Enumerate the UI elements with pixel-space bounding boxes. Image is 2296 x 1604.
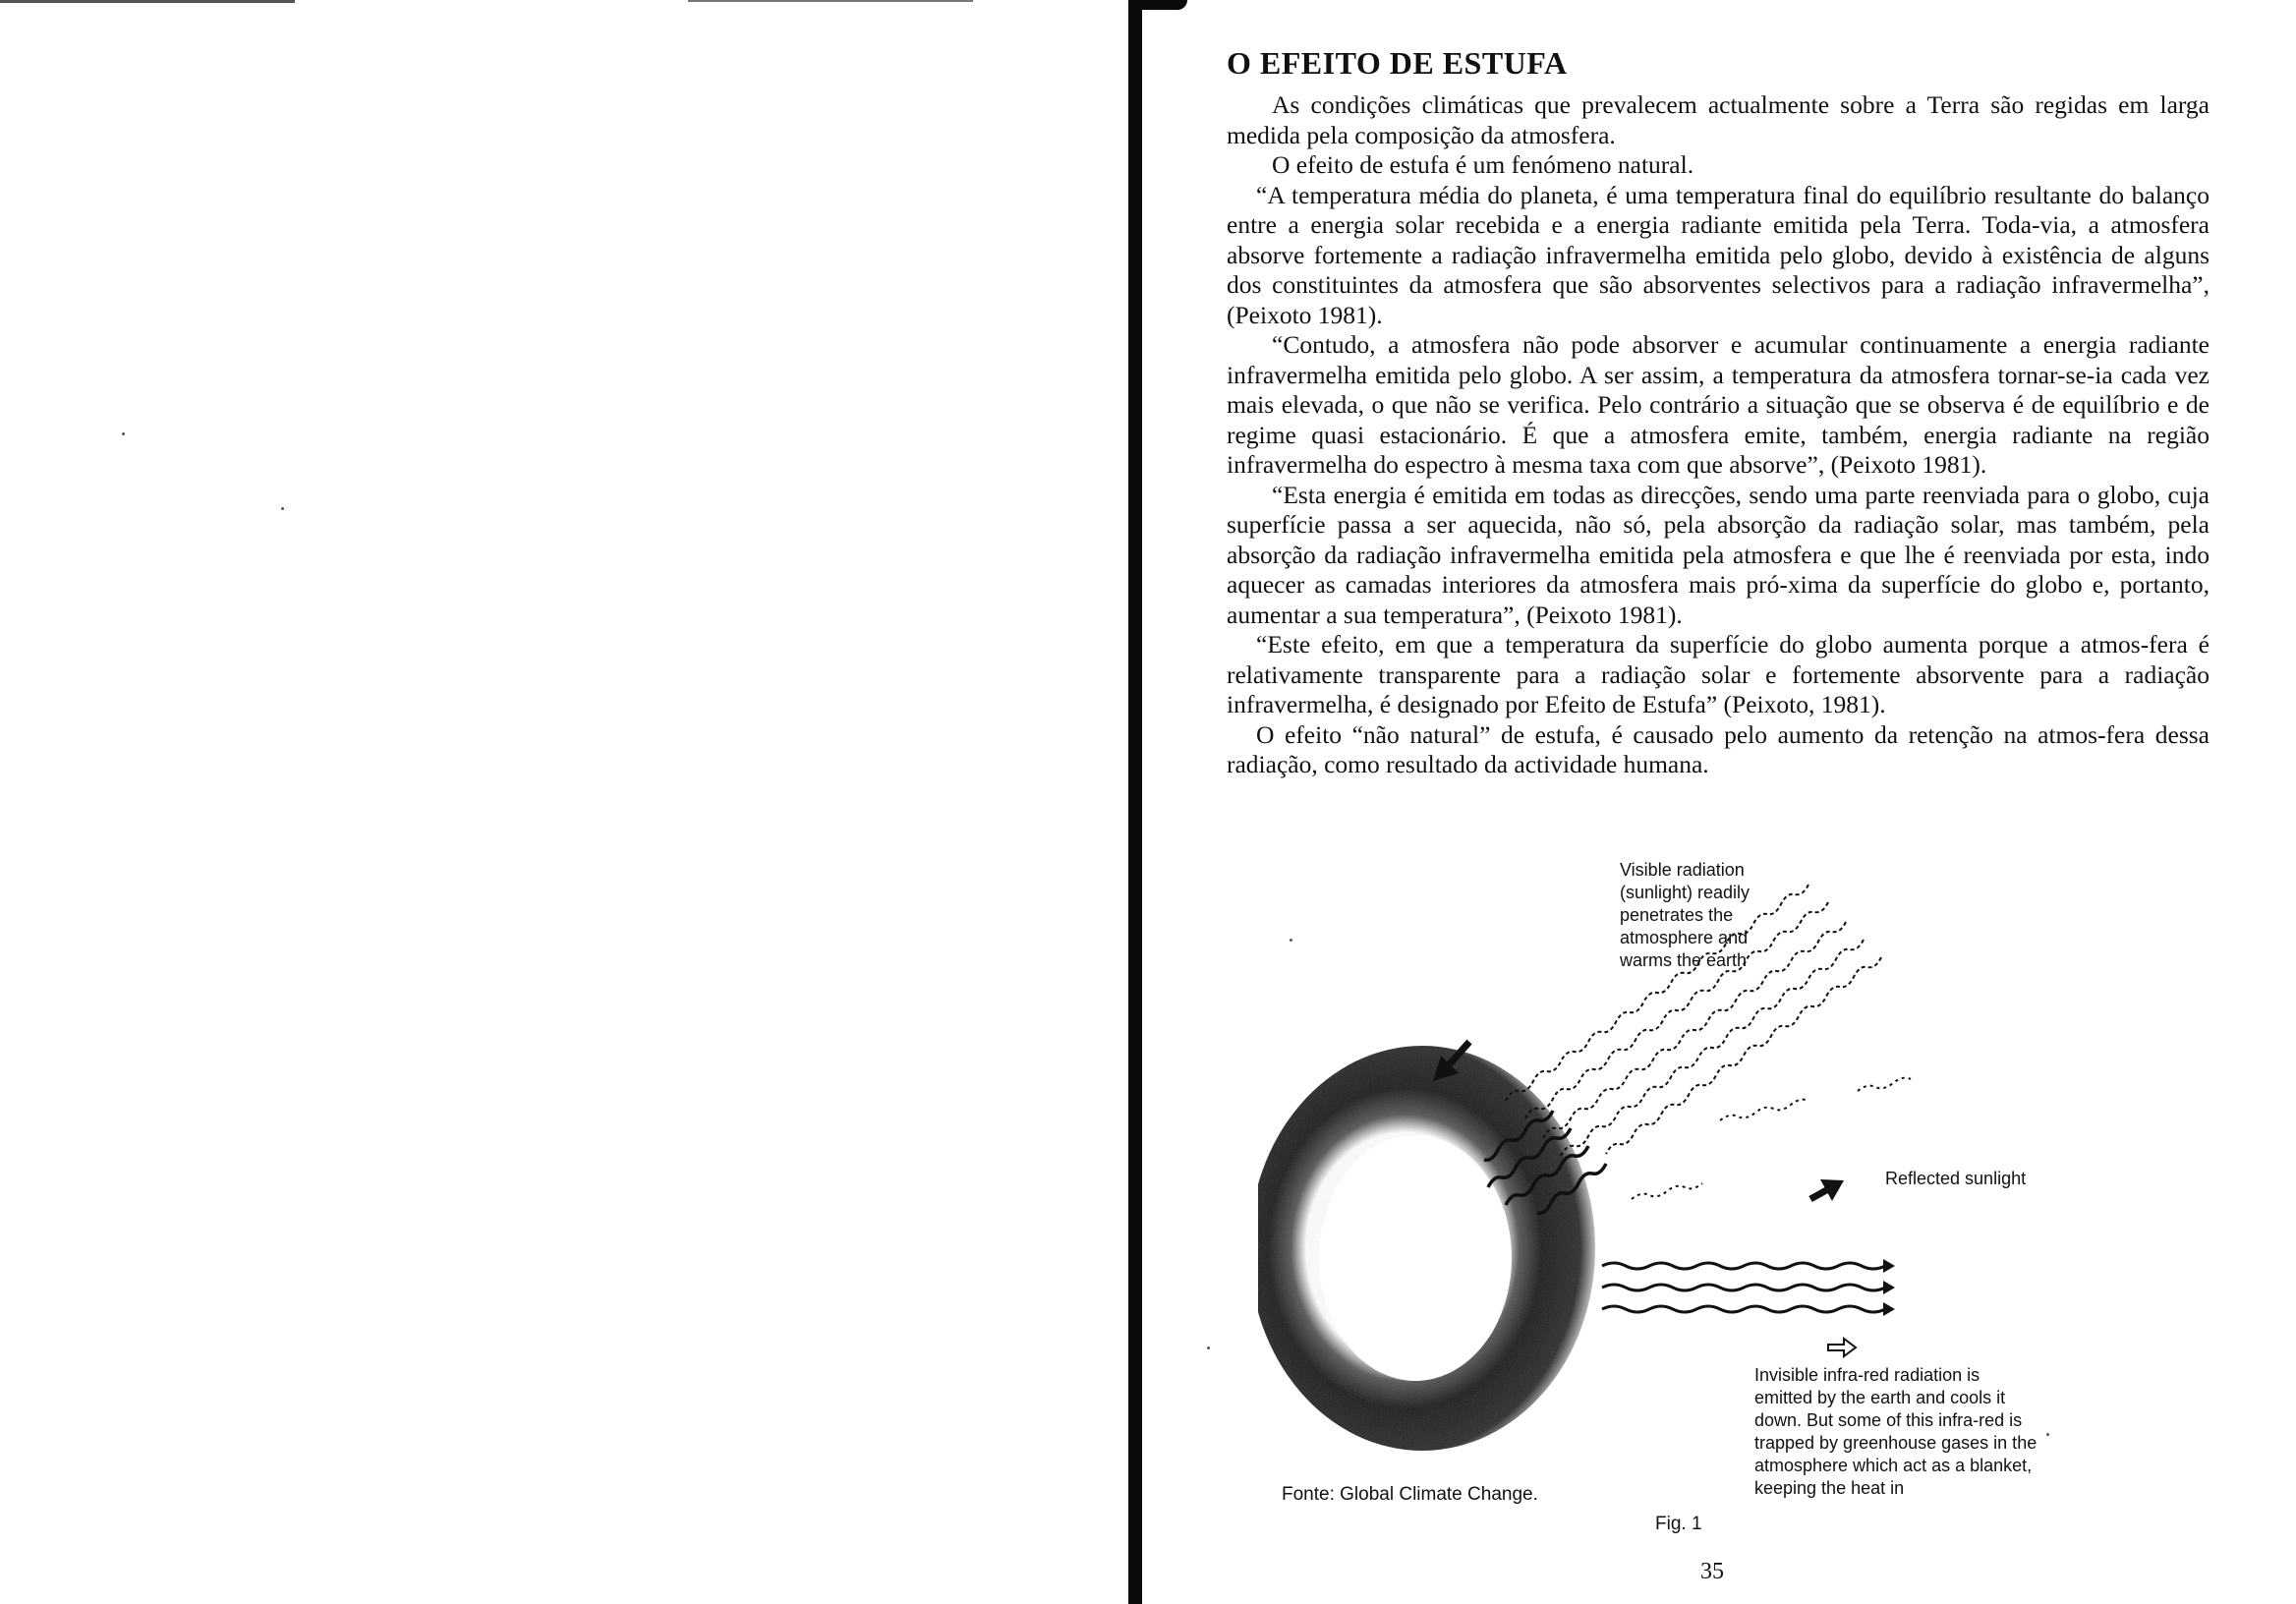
reflected-arrow (1810, 1179, 1844, 1201)
scan-edge-line (0, 0, 295, 3)
paragraph: “Contudo, a atmosfera não pode absorver e acumular continuamente a energia radiante infravermelha emitida pelo globo. A ser assim, a temperatura da atmosfera tornar-se-ia cada vez mais elevada, o que não se verifica. Pelo contrário a situação que se observa é de equilíbrio e de regime quasi estacionário. É que a atmosfera emite, também, energia radiante na região infravermelha do espectro à mesma taxa com que absorve”, (Peixoto 1981). (1227, 330, 2210, 479)
scan-speck (1207, 1346, 1210, 1349)
paragraph: “Esta energia é emitida em todas as direcções, sendo uma parte reenviada para o globo, cuja superfície passa a ser aquecida, não só, pela absorção da radiação solar, mas também, pela absorção da radiação infravermelha emitida pela atmosfera e que lhe é reenviada por esta, indo aquecer as camadas interiores da atmosfera mais pró-xima da superfície do globo e, portanto, aumentar a sua temperatura”, (Peixoto 1981). (1227, 480, 2210, 629)
scan-speck (281, 507, 284, 510)
infrared-waves (1602, 1259, 1895, 1316)
figure-source: Fonte: Global Climate Change. (1282, 1484, 1538, 1505)
book-spine-top (1128, 0, 1187, 10)
infrared-radiation-label: Invisible infra-red radiation is emitted by the earth and cools it down. But some of this infra-red is trapped by greenhouse gases in the atmosphere which act as a blanket, keeping the heat in (1754, 1365, 2038, 1498)
paragraph: As condições climáticas que prevalecem actualmente sobre a Terra são regidas em larga medida pela composição da atmosfera. (1227, 90, 2210, 149)
page-title: O EFEITO DE ESTUFA (1227, 45, 1568, 81)
reflected-sunlight-label: Reflected sunlight (1885, 1169, 2027, 1188)
visible-radiation-label: Visible radiation (sunlight) readily penetrates the atmosphere and warms the earth (1620, 860, 1751, 970)
greenhouse-figure (1258, 845, 2143, 1573)
outline-arrow-icon (1828, 1339, 1856, 1356)
text-column (1227, 43, 2210, 780)
scan-edge-line (688, 0, 973, 2)
paragraph: “Este efeito, em que a temperatura da superfície do globo aumenta porque a atmos-fera é relativamente transparente para a radiação solar e fortemente absorvente para a radiação infravermelha, é designado por Efeito de Estufa” (Peixoto, 1981). (1227, 630, 2210, 718)
paragraph: O efeito de estufa é um fenómeno natural. (1272, 150, 1694, 179)
paragraph: “A temperatura média do planeta, é uma temperatura final do equilíbrio resultante do balanço entre a energia solar recebida e a energia radiante emitida pela Terra. Toda-via, a atmosfera absorve fortemente a radiação infravermelha emitida pelo globo, devido à existência de alguns dos constituintes da atmosfera que são absorventes selectivos para a radiação infravermelha”, (Peixoto 1981). (1227, 180, 2210, 329)
paragraph: O efeito “não natural” de estufa, é causado pelo aumento da retenção na atmos-fera dessa radiação, como resultado da actividade humana. (1227, 719, 2210, 778)
page-number: 35 (1700, 1559, 1724, 1584)
scan-speck (122, 432, 125, 435)
earth-globe (1258, 1046, 1595, 1451)
reflected-sunlight-waves (1632, 1078, 1911, 1199)
figure-caption: Fig. 1 (1655, 1514, 1702, 1534)
book-spine (1128, 0, 1142, 1604)
